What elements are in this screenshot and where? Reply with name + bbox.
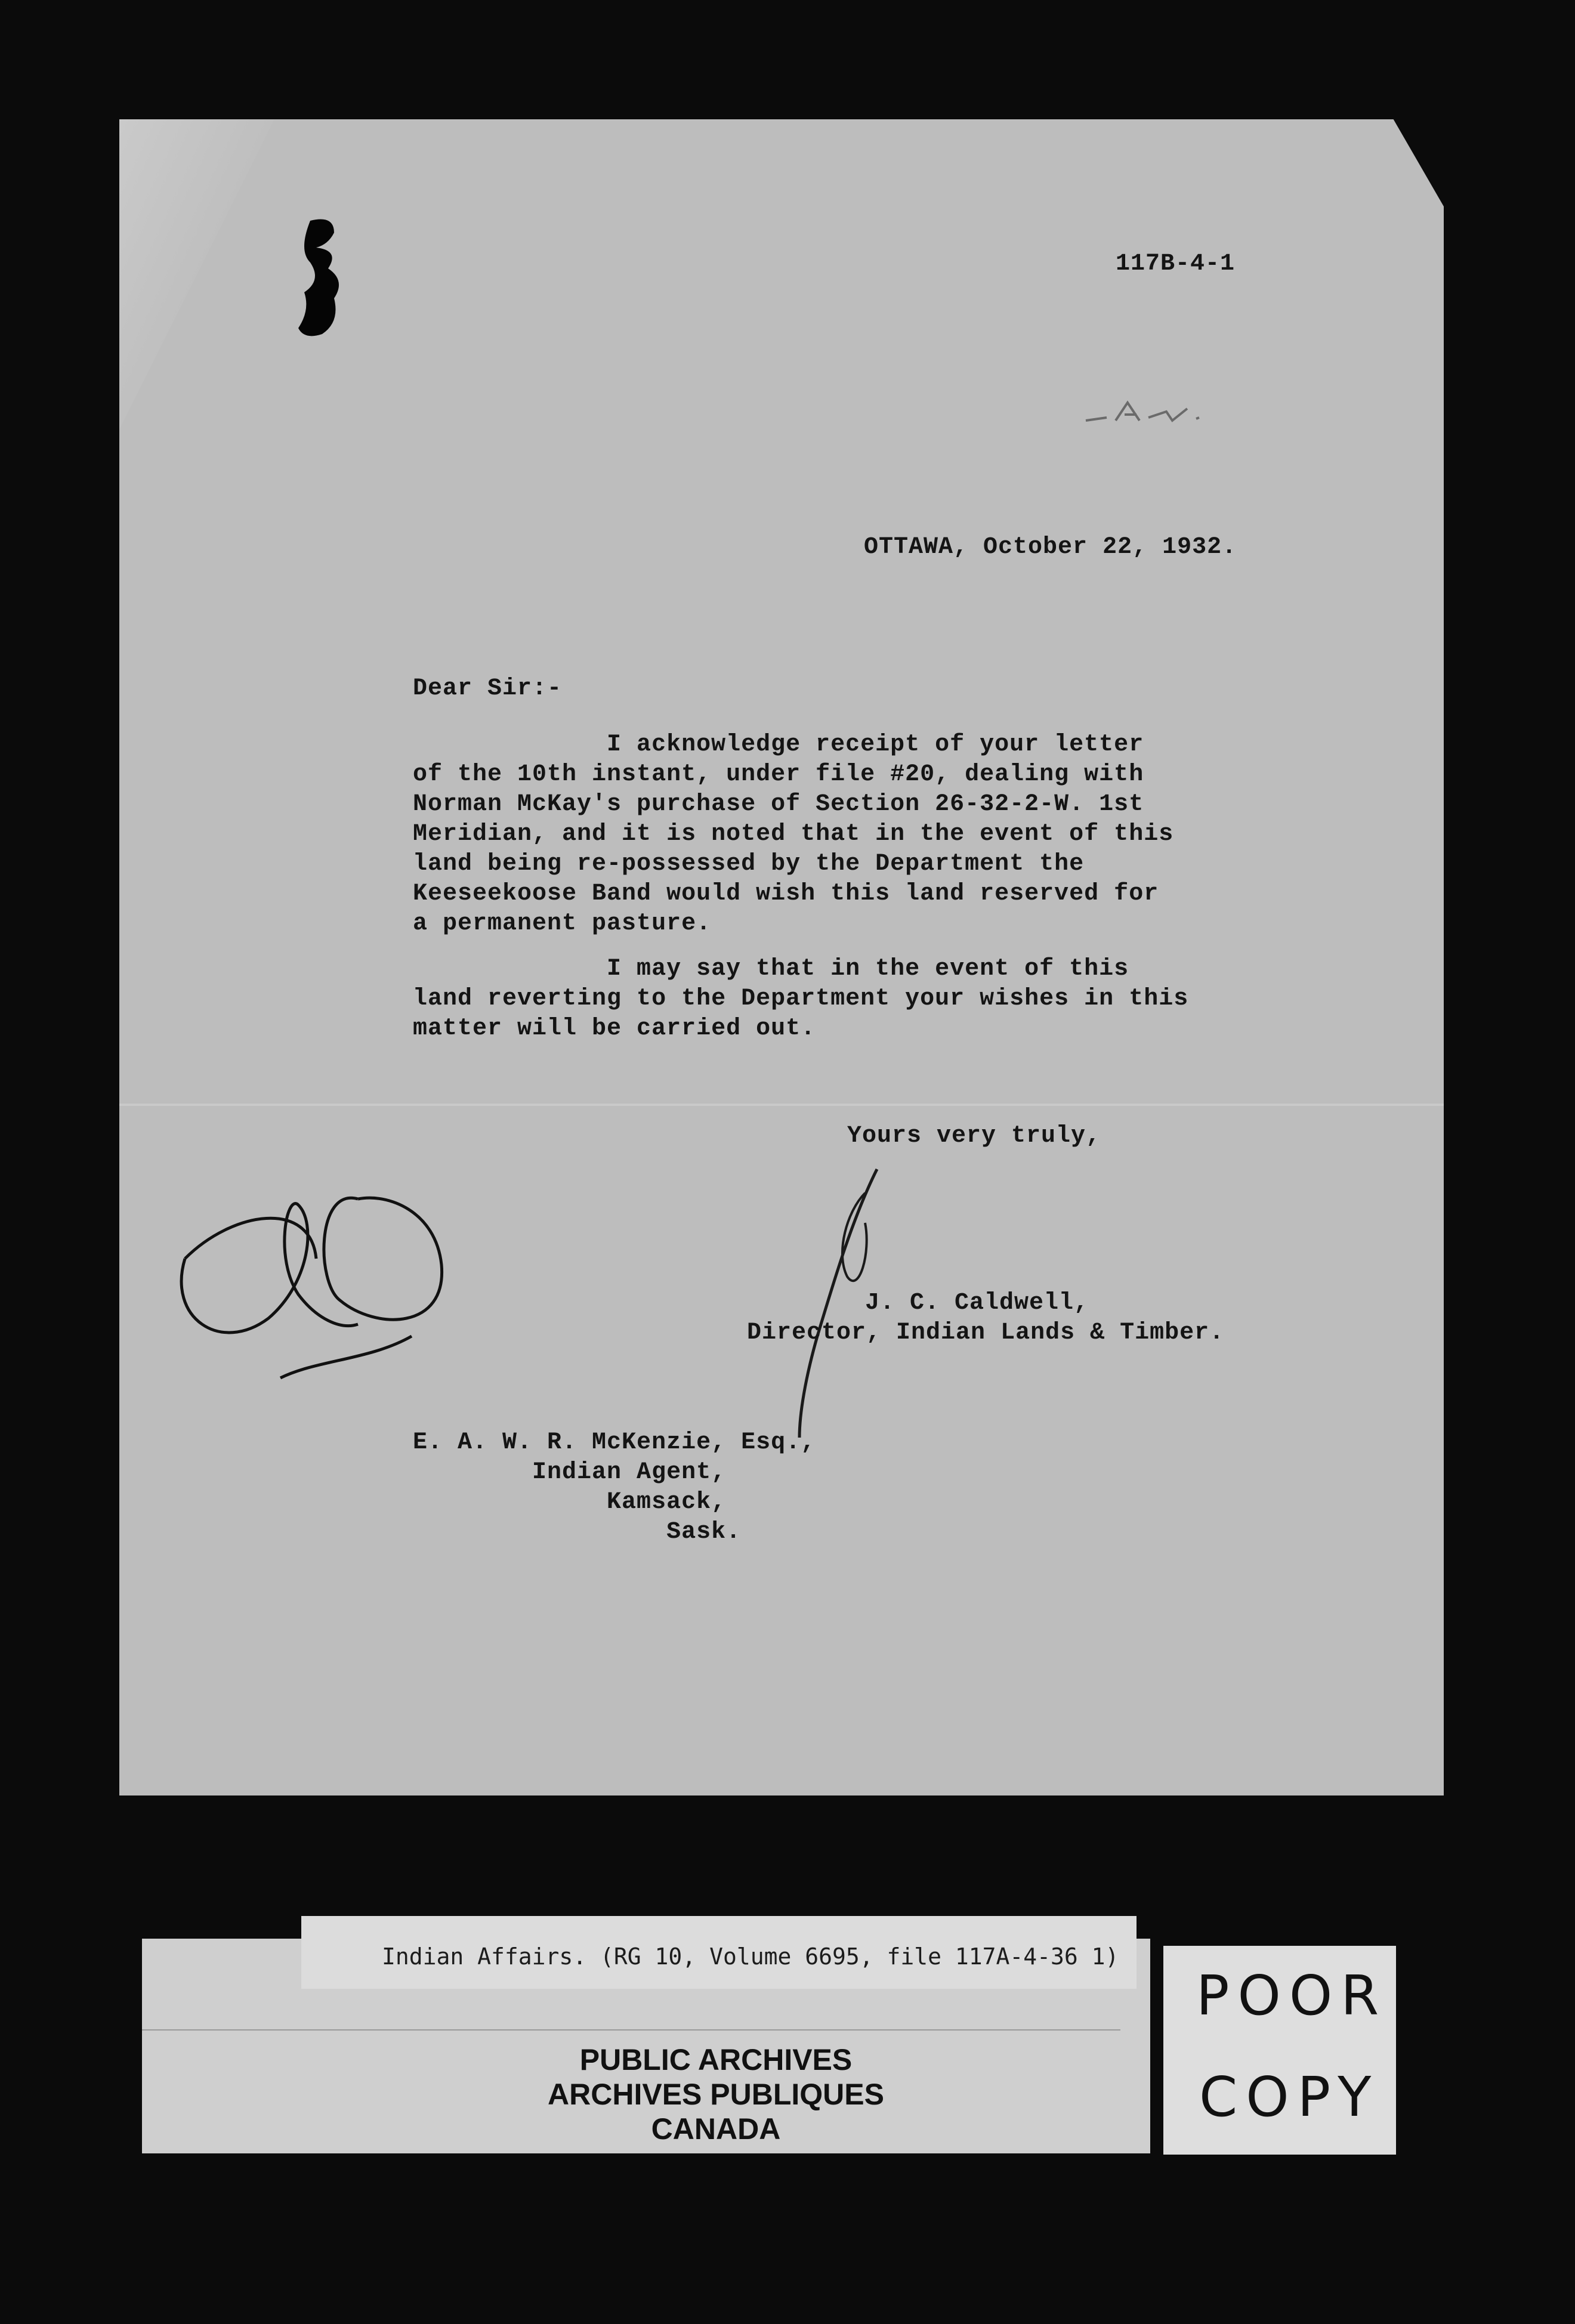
address-line: Sask. [413, 1519, 742, 1546]
body-line: land being re-possessed by the Department the [413, 851, 1085, 877]
folded-corner [119, 119, 274, 429]
poor-label: POOR [1196, 1964, 1388, 2028]
ink-blot-mark [292, 215, 364, 346]
pencil-initials-mark [1083, 388, 1220, 429]
body-line: Norman McKay's purchase of Section 26-32-2-W. 1st [413, 791, 1144, 818]
stamp-line: ARCHIVES PUBLIQUES [548, 2078, 884, 2111]
stamp-line: PUBLIC ARCHIVES [579, 2043, 853, 2076]
page-crease [119, 1104, 1444, 1106]
signer-title: Director, Indian Lands & Timber. [747, 1319, 1225, 1346]
body-line: Keeseekoose Band would wish this land reserved for [413, 880, 1159, 907]
address-line: Indian Agent, [413, 1459, 727, 1486]
stamp-divider [142, 2029, 1120, 2031]
poor-copy-card [1163, 1946, 1396, 2155]
body-line: I acknowledge receipt of your letter [413, 731, 1144, 758]
closing: Yours very truly, [847, 1123, 1101, 1149]
body-line: I may say that in the event of this [413, 956, 1129, 982]
salutation: Dear Sir:- [413, 675, 563, 702]
place-date: OTTAWA, October 22, 1932. [864, 534, 1237, 561]
address-line: Kamsack, [413, 1489, 727, 1516]
archive-stamp [441, 2042, 990, 2146]
body-line: a permanent pasture. [413, 910, 712, 937]
stamp-line: CANADA [651, 2112, 781, 2146]
body-line: land reverting to the Department your wishes in this [413, 985, 1189, 1012]
file-number: 117B-4-1 [1116, 251, 1236, 277]
body-line: of the 10th instant, under file #20, dealing with [413, 761, 1144, 788]
signer-name: J. C. Caldwell, [865, 1290, 1089, 1316]
handwritten-initials [161, 1163, 471, 1414]
copy-label: COPY [1199, 2065, 1380, 2129]
body-line: Meridian, and it is noted that in the event of this [413, 821, 1174, 848]
address-line: E. A. W. R. McKenzie, Esq., [413, 1429, 816, 1456]
body-line: matter will be carried out. [413, 1015, 816, 1042]
archive-reference: Indian Affairs. (RG 10, Volume 6695, file 117A-4-36 1) [382, 1943, 1119, 1970]
